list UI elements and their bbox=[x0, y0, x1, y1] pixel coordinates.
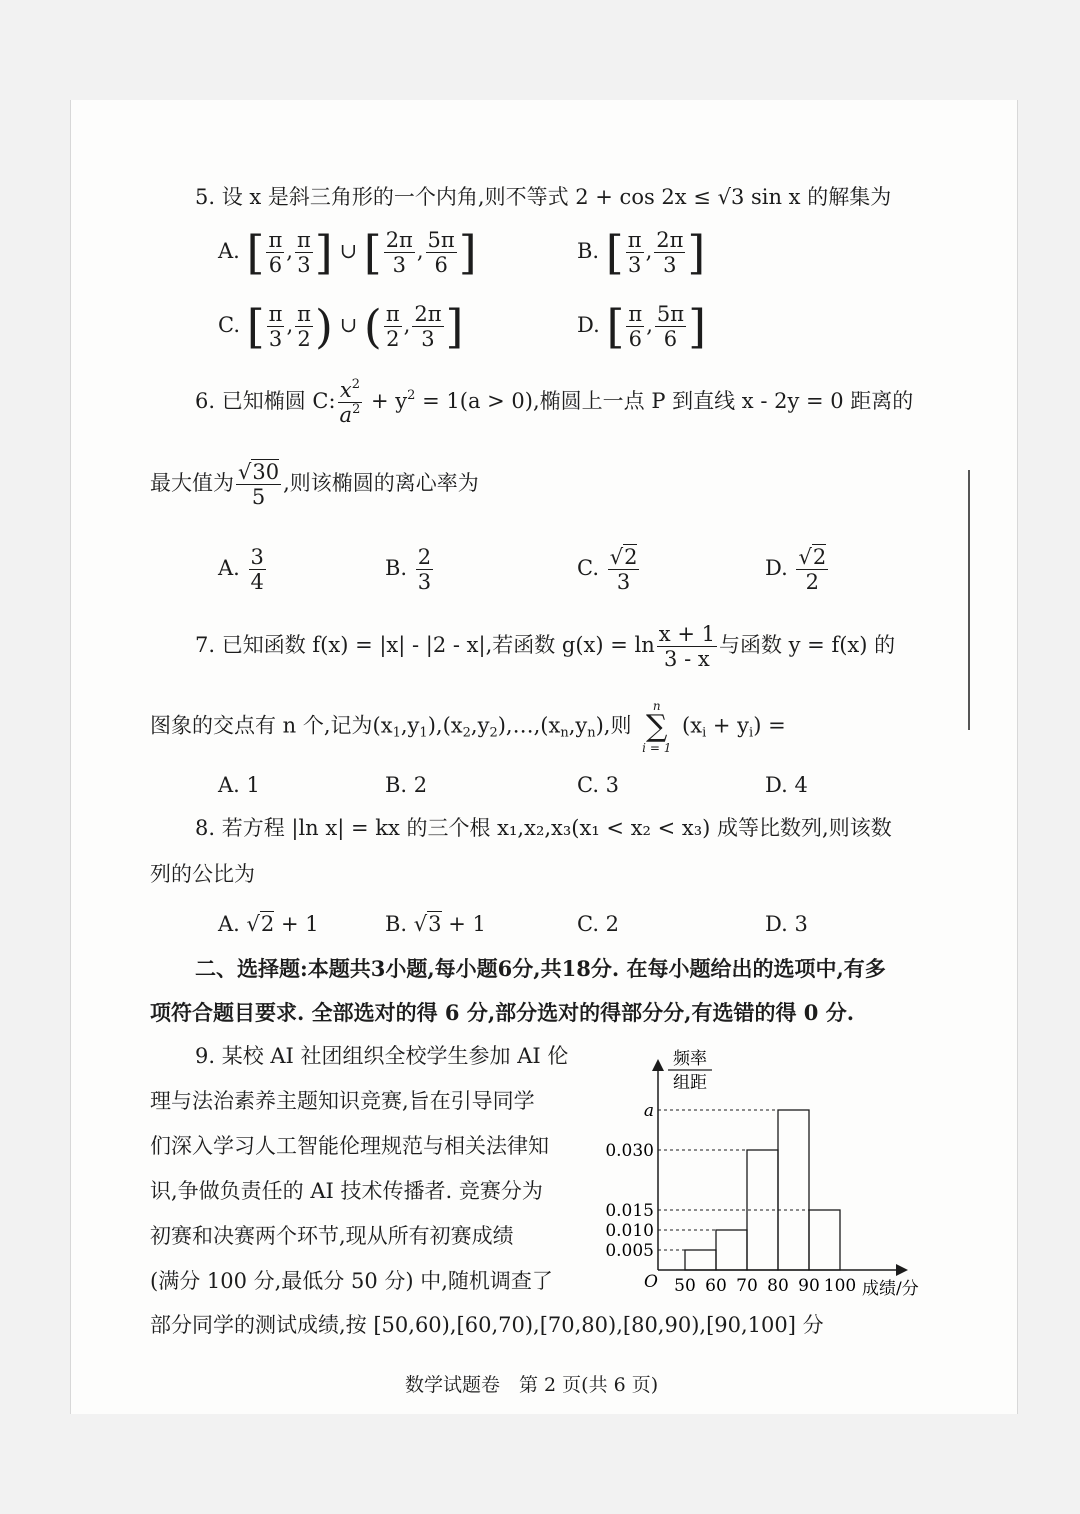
q9-line-2: 理与法治素养主题知识竞赛,旨在引导同学 bbox=[150, 1089, 535, 1113]
q6-stem: 6. 已知椭圆 C: $\frac{x^2}{a^2}$ + $y^2 = 1(a > 0)$,椭圆上一点 P 到直线 x - 2y = 0 距离的 bbox=[195, 377, 914, 428]
section2-heading: 二、选择题:本题共3小题,每小题6分,共18分. 在每小题给出的选项中,有多 bbox=[195, 956, 886, 981]
q8-option-c: C. 2 bbox=[577, 912, 620, 936]
x-tick-label-80: 80 bbox=[767, 1276, 789, 1296]
q5-option-c: C. [ $\frac{\pi}{3}$ , $\frac{\pi}{2}$ ) ∪ ( $\frac{\pi}{2}$ , $\frac{2\pi}{3}$ ] bbox=[218, 299, 464, 354]
scan-edge-line bbox=[968, 470, 970, 730]
x-tick-label-50: 50 bbox=[674, 1276, 696, 1296]
x-tick-label-70: 70 bbox=[736, 1276, 758, 1296]
x-tick-label-90: 90 bbox=[798, 1276, 820, 1296]
histogram-bar-0 bbox=[685, 1250, 716, 1270]
histogram-bar-3 bbox=[778, 1110, 809, 1270]
histogram-bar-4 bbox=[809, 1210, 840, 1270]
page-footer: 数学试题卷 第 2 页(共 6 页) bbox=[405, 1374, 659, 1396]
q8-stem: 8. 若方程 |ln x| = kx 的三个根 x₁,x₂,x₃(x₁ < x₂ < x₃) 成等比数列,则该数 bbox=[195, 816, 892, 840]
q6-option-d: D. $\frac{√2}{2}$ bbox=[765, 545, 827, 595]
q7-stem-line2: 图象的交点有 n 个,记为$(x_1,y_1),(x_2,y_2),\dots,(x_n,y_n)$,则 n ∑ i = 1 $(x_i + y_i)$ = bbox=[150, 699, 786, 755]
y-label-top: 频率 bbox=[673, 1049, 707, 1069]
x-tick-label-60: 60 bbox=[705, 1276, 727, 1296]
histogram-bar-1 bbox=[716, 1230, 747, 1270]
q9-line-5: 初赛和决赛两个环节,现从所有初赛成绩 bbox=[150, 1224, 514, 1248]
q9-line-1: 9. 某校 AI 社团组织全校学生参加 AI 伦 bbox=[195, 1044, 569, 1068]
q6-option-a: A. $\frac{3}{4}$ bbox=[218, 545, 264, 595]
y-tick-label-3: 0.030 bbox=[605, 1141, 654, 1161]
q9-line-6: (满分 100 分,最低分 50 分) 中,随机调查了 bbox=[150, 1269, 553, 1293]
q9-line-7: 部分同学的测试成绩,按 [50,60),[60,70),[70,80),[80,90),[90,100] 分 bbox=[150, 1313, 824, 1337]
q7-stem: 7. 已知函数 f(x) = |x| - |2 - x|,若函数 g(x) = ln $\frac{x + 1}{3 - x}$ 与函数 y = f(x) 的 bbox=[195, 622, 896, 672]
q8-stem-line2: 列的公比为 bbox=[150, 862, 255, 886]
y-tick-label-2: 0.015 bbox=[605, 1201, 654, 1221]
q5-option-d: D. [ $\frac{\pi}{6}$ , $\frac{5\pi}{6}$ ] bbox=[577, 299, 707, 354]
q6-option-c: C. $\frac{√2}{3}$ bbox=[577, 545, 638, 595]
q8-option-d: D. 3 bbox=[765, 912, 808, 936]
q8-option-b: B. √3 + 1 bbox=[385, 912, 486, 936]
q5-option-b: B. [ $\frac{\pi}{3}$ , $\frac{2\pi}{3}$ ] bbox=[577, 225, 706, 280]
frequency-histogram bbox=[600, 1040, 940, 1310]
y-label-bottom: 组距 bbox=[673, 1073, 707, 1093]
q8-option-a: A. √2 + 1 bbox=[218, 912, 319, 936]
y-tick-label-4: a bbox=[643, 1101, 654, 1121]
q7-option-a: A. 1 bbox=[218, 773, 260, 797]
section2-heading-line2: 项符合题目要求. 全部选对的得 6 分,部分选对的得部分分,有选错的得 0 分. bbox=[150, 1000, 855, 1025]
q7-option-d: D. 4 bbox=[765, 773, 808, 797]
q7-option-c: C. 3 bbox=[577, 773, 620, 797]
q9-line-3: 们深入学习人工智能伦理规范与相关法律知 bbox=[150, 1134, 549, 1158]
q6-stem-line2: 最大值为 $\frac{√30}{5}$ ,则该椭圆的离心率为 bbox=[150, 460, 479, 510]
y-tick-label-0: 0.005 bbox=[605, 1241, 654, 1261]
x-axis-label: 成绩/分 bbox=[862, 1279, 919, 1299]
q6-option-b: B. $\frac{2}{3}$ bbox=[385, 545, 432, 595]
x-tick-label-100: 100 bbox=[823, 1276, 857, 1296]
origin-label: O bbox=[644, 1272, 658, 1292]
q5-option-a: A. [ $\frac{\pi}{6}$ , $\frac{\pi}{3}$ ] ∪ [ $\frac{2\pi}{3}$ , $\frac{5\pi}{6}$ ] bbox=[218, 225, 477, 280]
q5-stem: 5. 设 x 是斜三角形的一个内角,则不等式 2 + cos 2x ≤ √3 sin x 的解集为 bbox=[195, 185, 892, 209]
y-tick-label-1: 0.010 bbox=[605, 1221, 654, 1241]
q7-option-b: B. 2 bbox=[385, 773, 428, 797]
q9-line-4: 识,争做负责任的 AI 技术传播者. 竞赛分为 bbox=[150, 1179, 543, 1203]
